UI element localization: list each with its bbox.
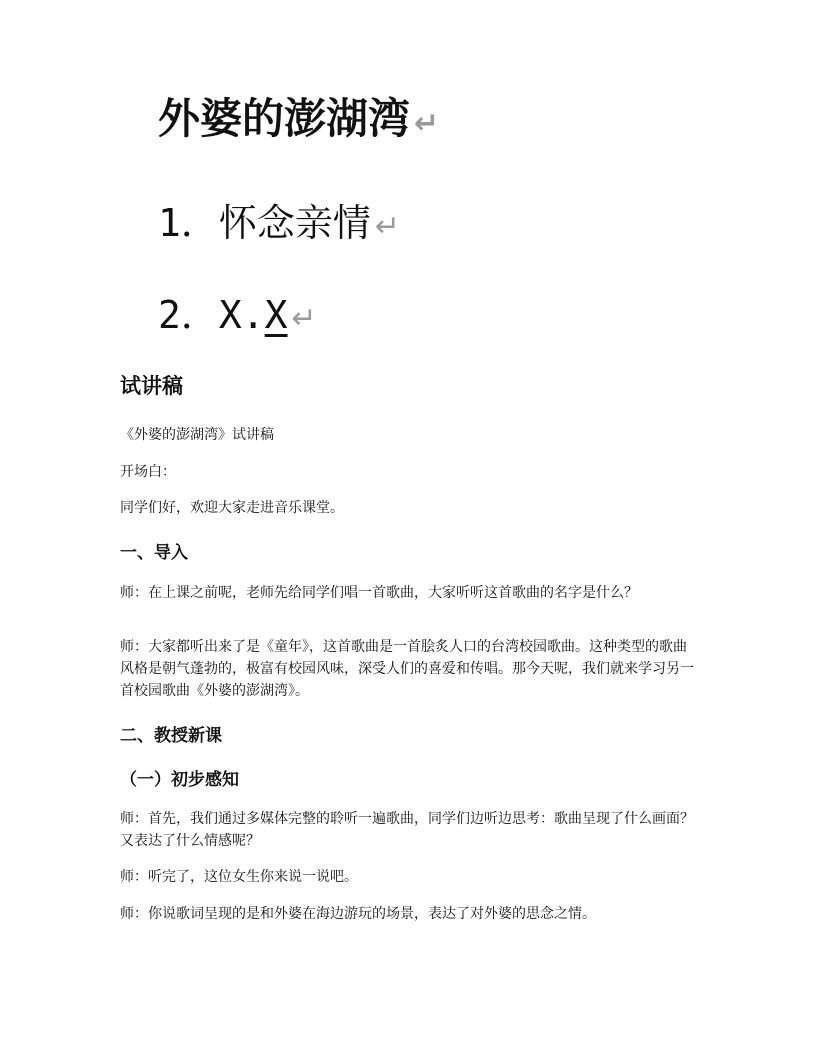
section2-heading: 二、教授新课	[120, 726, 222, 746]
image-title: 外婆的澎湖湾 ↵	[158, 94, 440, 143]
intro-title: 《外婆的澎湖湾》试讲稿	[120, 427, 274, 443]
subsection1-paragraph-2: 师：听完了，这位女生你来说一说吧。	[120, 869, 358, 885]
subsection1-heading: （一）初步感知	[120, 770, 239, 790]
return-mark-icon: ↵	[291, 301, 317, 336]
section1-paragraph-1: 师：在上课之前呢，老师先给同学们唱一首歌曲，大家听听这首歌曲的名字是什么？	[120, 585, 638, 601]
subsection1-paragraph-3: 师：你说歌词呈现的是和外婆在海边游玩的场景，表达了对外婆的思念之情。	[120, 906, 596, 922]
document-heading: 试讲稿	[120, 374, 183, 398]
opening-text: 同学们好，欢迎大家走进音乐课堂。	[120, 500, 344, 516]
opening-label: 开场白：	[120, 464, 176, 480]
return-mark-icon: ↵	[374, 209, 401, 244]
image-line-2: 2．X.X ↵	[158, 293, 317, 337]
image-line-1: 1．怀念亲情 ↵	[158, 201, 401, 245]
section1-heading: 一、导入	[120, 543, 188, 563]
section1-paragraph-2: 师：大家都听出来了是《童年》，这首歌曲是一首脍炙人口的台湾校园歌曲。这种类型的歌曲风格是朝气蓬勃的，极富有校园风味，深受人们的喜爱和传唱。那今天呢，我们就来学习另一首校园歌曲《外婆的澎湖湾》。	[120, 639, 694, 699]
subsection1-paragraph-1: 师：首先，我们通过多媒体完整的聆听一遍歌曲，同学们边听边思考：歌曲呈现了什么画面？又表达了什么情感呢？	[120, 811, 694, 849]
pixelated-title-image	[158, 94, 458, 348]
return-mark-icon: ↵	[414, 106, 440, 141]
